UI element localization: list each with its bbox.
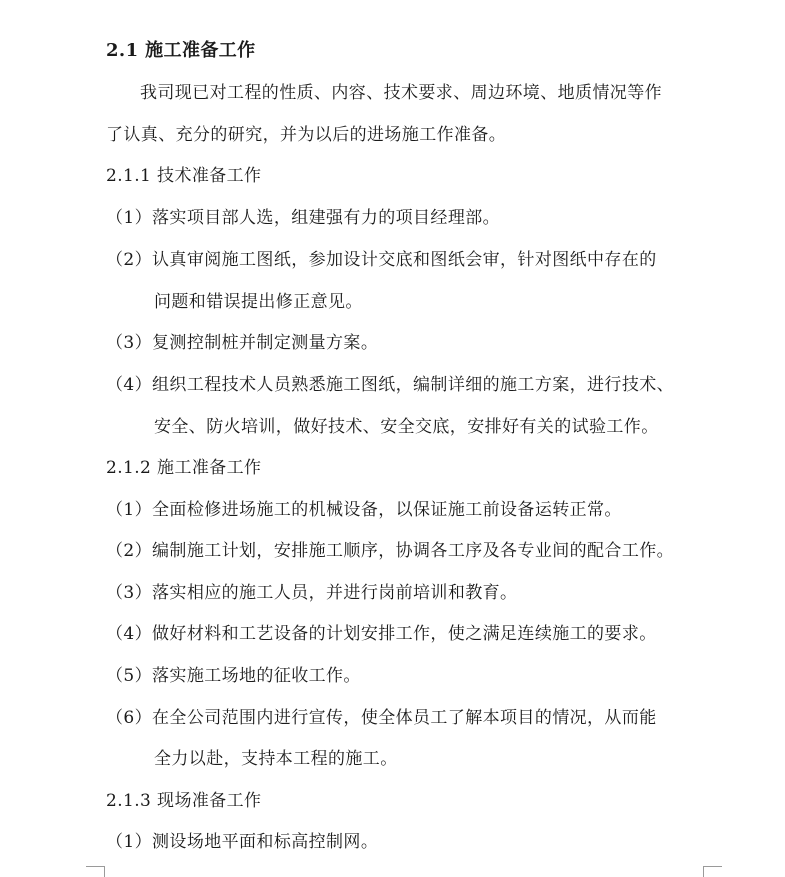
list-item-number: （4） <box>106 624 153 644</box>
list-item-number: （4） <box>106 375 153 395</box>
list-item-text: 组织工程技术人员熟悉施工图纸，编制详细的施工方案，进行技术、 <box>152 375 675 395</box>
list-item-text: 做好材料和工艺设备的计划安排工作，使之满足连续施工的要求。 <box>152 624 657 644</box>
list-item <box>106 498 622 522</box>
list-item <box>106 706 657 730</box>
list-item-number: （3） <box>106 333 153 353</box>
list-item-text: 全面检修进场施工的机械设备，以保证施工前设备运转正常。 <box>152 500 622 520</box>
intro-paragraph-line-1: 我司现已对工程的性质、内容、技术要求、周边环境、地质情况等作 <box>140 83 662 103</box>
subsection-heading-construction: 2.1.2 施工准备工作 <box>106 458 262 478</box>
list-item-continuation: 问题和错误提出修正意见。 <box>154 292 363 312</box>
list-item-text: 落实施工场地的征收工作。 <box>152 666 361 686</box>
list-item-text: 落实相应的施工人员，并进行岗前培训和教育。 <box>152 583 518 603</box>
list-item-text: 落实项目部人选，组建强有力的项目经理部。 <box>152 208 501 228</box>
list-item-number: （5） <box>106 666 153 686</box>
intro-paragraph-line-2: 了认真、充分的研究，并为以后的进场施工作准备。 <box>106 125 507 145</box>
list-item-number: （6） <box>106 708 153 728</box>
list-item <box>106 331 378 355</box>
subsection-heading-site: 2.1.3 现场准备工作 <box>106 791 262 811</box>
list-item <box>106 206 500 230</box>
list-item-text: 在全公司范围内进行宣传，使全体员工了解本项目的情况，从而能 <box>152 708 657 728</box>
list-item-text: 编制施工计划，安排施工顺序，协调各工序及各专业间的配合工作。 <box>152 541 675 561</box>
list-item-number: （2） <box>106 250 153 270</box>
list-item <box>106 622 657 646</box>
list-item-number: （3） <box>106 583 153 603</box>
list-item <box>106 581 517 605</box>
list-item-continuation: 安全、防火培训，做好技术、安全交底，安排好有关的试验工作。 <box>154 417 659 437</box>
section-heading: 2.1 施工准备工作 <box>106 40 256 61</box>
list-item-number: （1） <box>106 208 153 228</box>
list-item-number: （1） <box>106 832 153 852</box>
list-item-text: 测设场地平面和标高控制网。 <box>152 832 379 852</box>
list-item <box>106 373 674 397</box>
list-item-text: 复测控制桩并制定测量方案。 <box>152 333 379 353</box>
subsection-heading-technical: 2.1.1 技术准备工作 <box>106 166 262 186</box>
list-item <box>106 248 657 272</box>
list-item <box>106 830 378 854</box>
page-corner-mark-right <box>703 866 722 877</box>
list-item <box>106 539 674 563</box>
list-item <box>106 664 361 688</box>
list-item-number: （2） <box>106 541 153 561</box>
list-item-continuation: 全力以赴，支持本工程的施工。 <box>154 749 398 769</box>
page-corner-mark-left <box>86 866 105 877</box>
list-item-text: 认真审阅施工图纸，参加设计交底和图纸会审，针对图纸中存在的 <box>152 250 657 270</box>
list-item-number: （1） <box>106 500 153 520</box>
